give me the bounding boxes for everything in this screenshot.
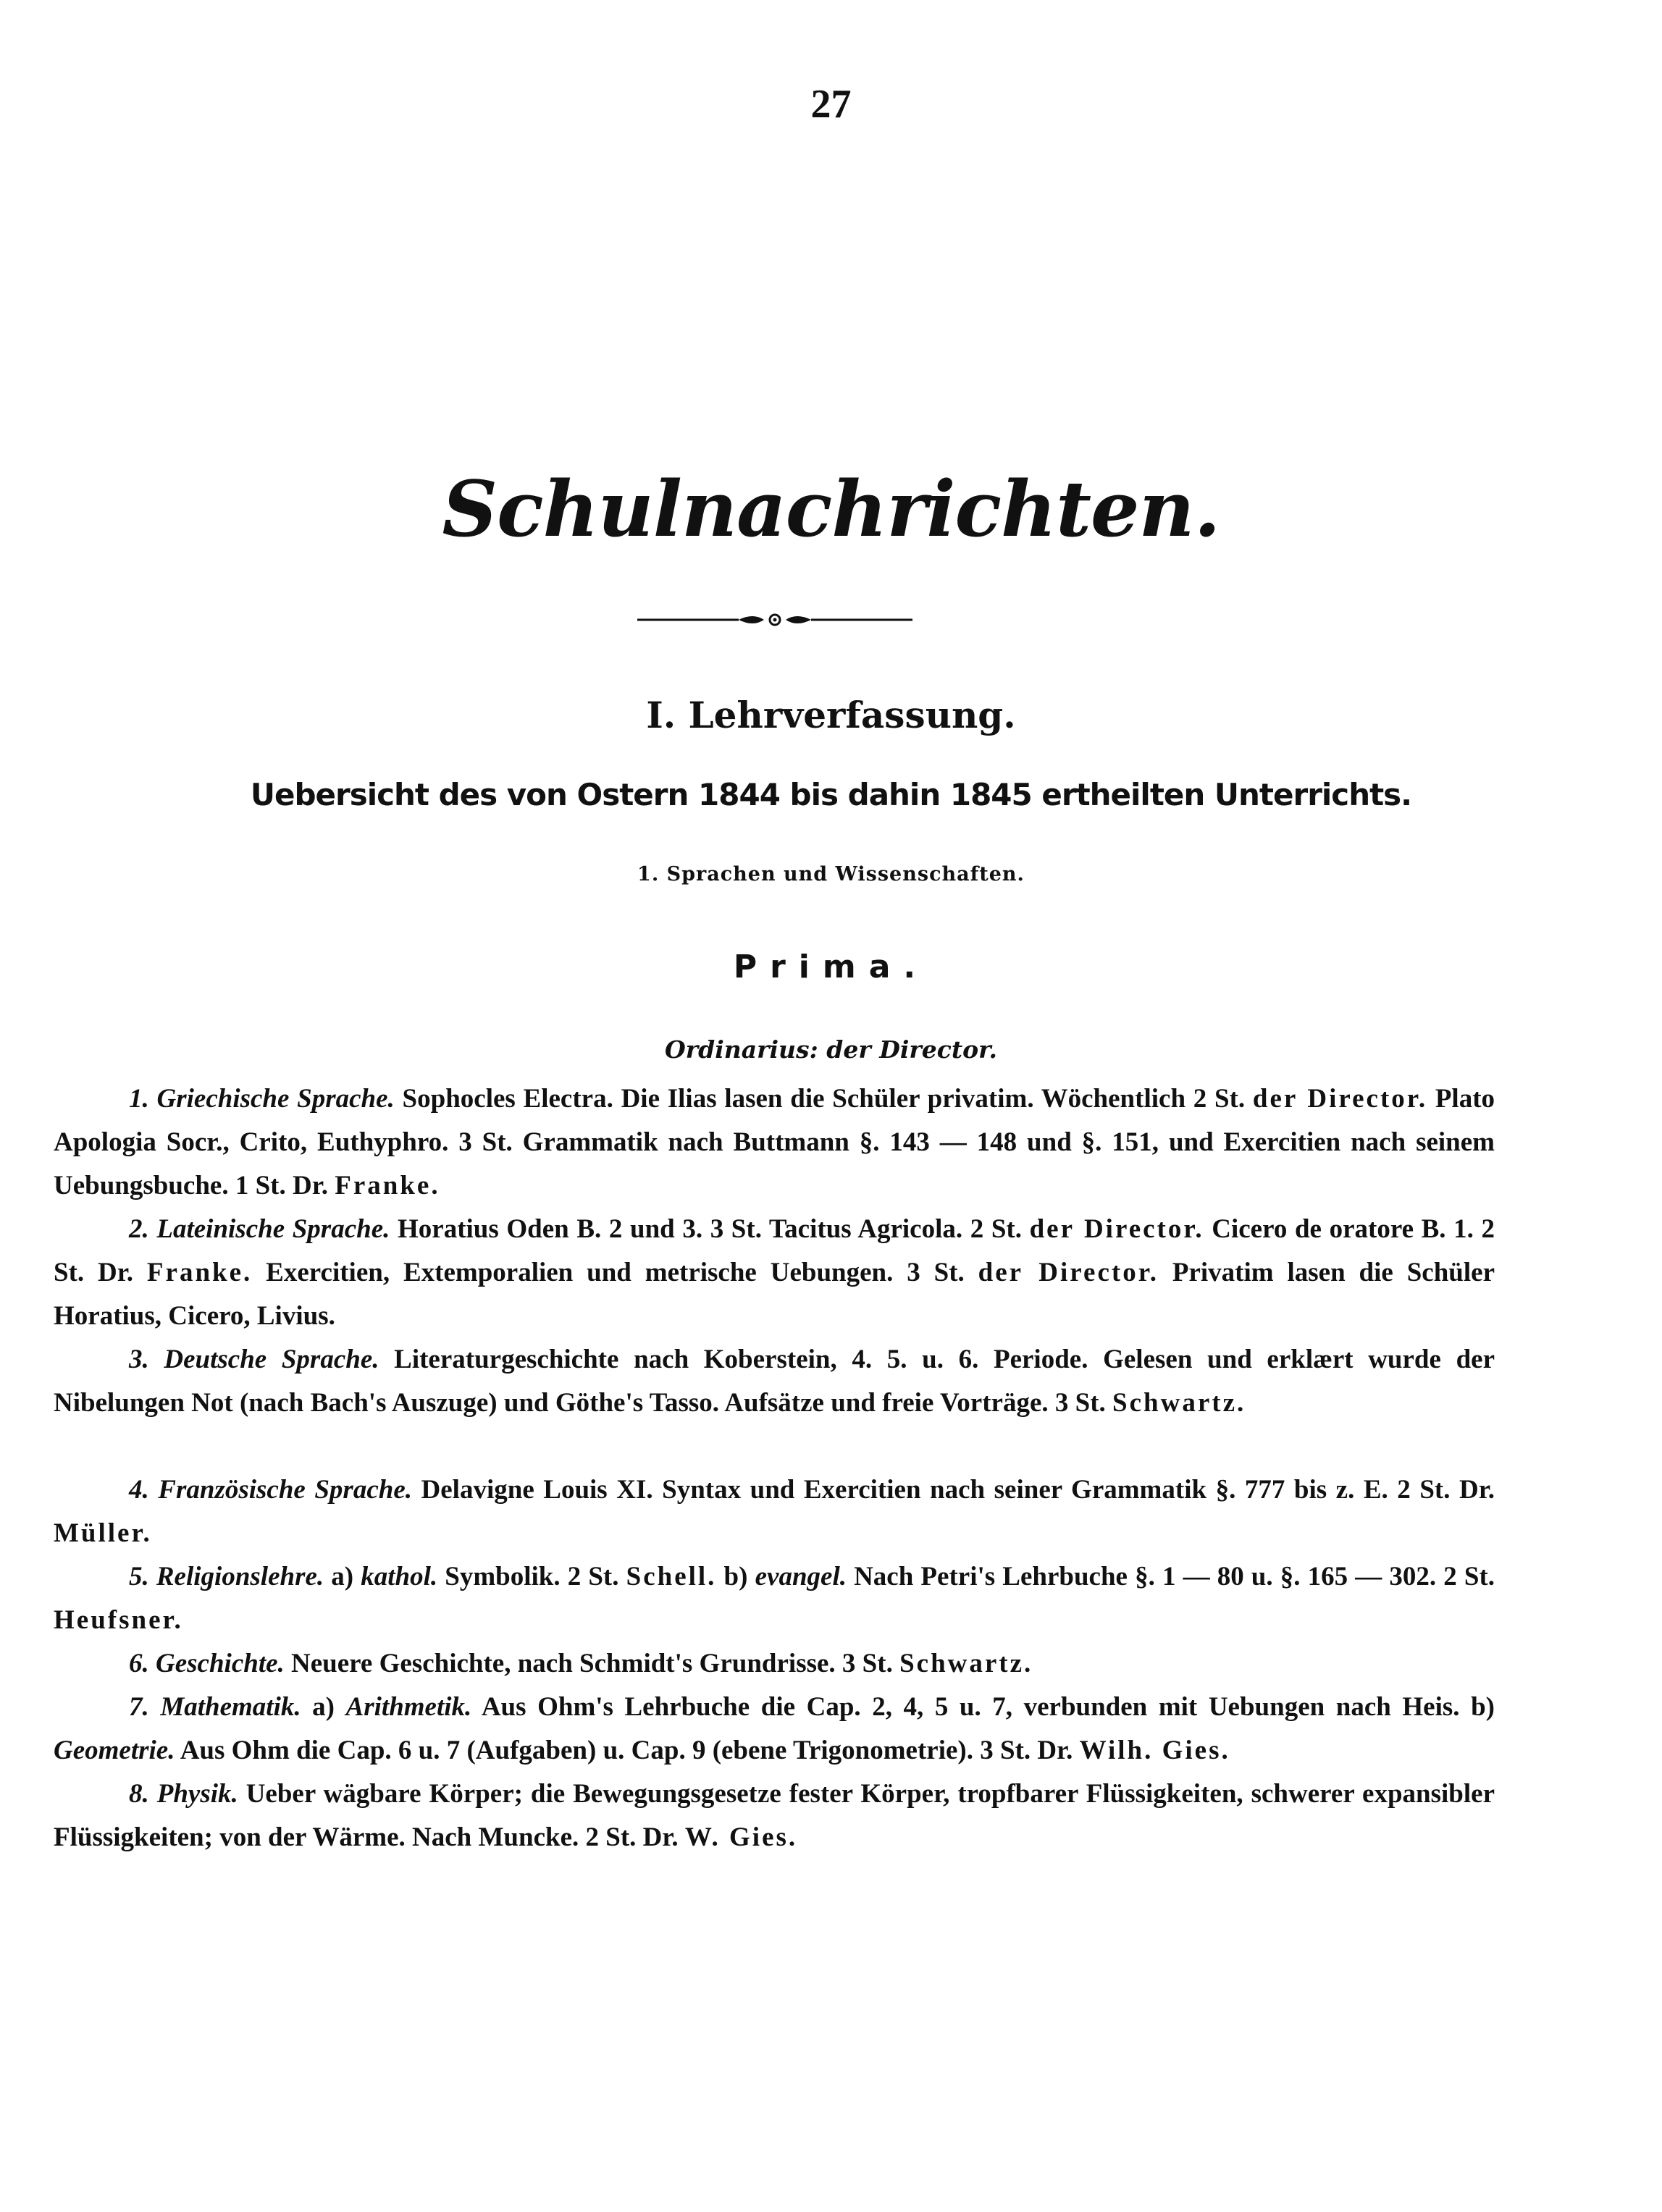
teacher-name: Schwartz. [899, 1649, 1033, 1678]
ordinarius-line: Ordinarius: der Director. [665, 1035, 997, 1064]
class-heading: Prima. [733, 949, 929, 985]
subject-subtopic: Geometrie. [54, 1736, 175, 1765]
subject-paragraph-greek [54, 1077, 1495, 1208]
subject-subtopic: kathol. [361, 1562, 438, 1591]
subject-text: Ueber wägbare Körper; die Bewegungsgesetze fester Körper, tropfbarer Flüssigkeiten, schwerer expansibler Flüssigkeiten; von der Wärme. Nach Muncke. 2 St. Dr. [54, 1779, 1495, 1852]
subject-subtopic: Arithmetik. [345, 1692, 472, 1722]
subject-number: 4. [129, 1475, 149, 1505]
subject-text: Aus Ohm die Cap. 6 u. 7 (Aufgaben) u. Cap. 9 (ebene Trigonometrie). 3 St. Dr. [175, 1736, 1080, 1765]
subject-text: Nach Petri's Lehrbuche §. 1 — 80 u. §. 165 — 302. 2 St. [846, 1562, 1495, 1591]
section-heading: I. Lehrverfassung. [646, 694, 1016, 736]
subject-number: 8. [129, 1779, 149, 1809]
subject-text: Sophocles Electra. Die Ilias lasen die Schüler privatim. Wöchentlich 2 St. [394, 1084, 1253, 1114]
subject-text: Delavigne Louis XI. Syntax und Exercitien nach seiner Grammatik §. 777 bis z. E. 2 St. Dr. [412, 1475, 1495, 1505]
page-number: 27 [810, 82, 852, 127]
subject-name: Französische Sprache. [158, 1475, 413, 1505]
teacher-name: Schell. [626, 1562, 717, 1591]
subject-paragraph-french [54, 1468, 1495, 1555]
teacher-name: Heufsner. [54, 1605, 183, 1635]
overview-heading: Uebersicht des von Ostern 1844 bis dahin 1845 ertheilten Unterrichts. [250, 777, 1412, 812]
subject-paragraph-mathematics [54, 1686, 1495, 1772]
subject-name: Griechische Sprache. [156, 1084, 395, 1114]
subject-number: 5. [129, 1562, 149, 1591]
teacher-name: der Director. [1252, 1084, 1428, 1114]
subject-subtopic: evangel. [755, 1562, 847, 1591]
teacher-name: Franke. [335, 1171, 440, 1200]
subsection-heading: 1. Sprachen und Wissenschaften. [637, 863, 1025, 886]
subject-number: 6. [129, 1649, 149, 1678]
subject-paragraph-physics [54, 1772, 1495, 1859]
subject-name: Mathematik. [160, 1692, 301, 1722]
subject-name: Religionslehre. [156, 1562, 324, 1591]
teacher-name: Wilh. Gies. [1079, 1736, 1230, 1765]
subject-paragraph-latin [54, 1208, 1495, 1338]
subject-text: Neuere Geschichte, nach Schmidt's Grundrisse. 3 St. [284, 1649, 900, 1678]
teacher-name: Franke. [146, 1258, 253, 1287]
subject-text: a) [301, 1692, 346, 1722]
page-title: Schulnachrichten. [442, 463, 1220, 554]
ornament-divider [637, 611, 912, 628]
subject-number: 1. [129, 1084, 149, 1114]
subject-paragraph-religion [54, 1555, 1495, 1642]
subject-text: Horatius Oden B. 2 und 3. 3 St. Tacitus Agricola. 2 St. [390, 1214, 1030, 1244]
teacher-name: der Director. [978, 1258, 1159, 1287]
subject-number: 2. [129, 1214, 149, 1244]
subject-text: Plato Apologia Socr., Crito, Euthyphro. 3 St. Grammatik nach Buttmann §. 143 — 148 und §. 151, und Exercitien nach seinem Uebungsbuche. 1 St. Dr. [54, 1084, 1495, 1200]
subject-number: 7. [129, 1692, 149, 1722]
subject-name: Lateinische Sprache. [156, 1214, 390, 1244]
subject-text: Aus Ohm's Lehrbuche die Cap. 2, 4, 5 u. 7, verbunden mit Uebungen nach Heis. b) [471, 1692, 1495, 1722]
subject-text: Exercitien, Extemporalien und metrische Uebungen. 3 St. [252, 1258, 978, 1287]
subject-paragraph-history [54, 1642, 1495, 1686]
teacher-name: Schwartz. [1112, 1388, 1246, 1418]
subject-text: a) [324, 1562, 361, 1591]
subject-name: Physik. [156, 1779, 238, 1809]
subject-paragraph-german [54, 1338, 1495, 1425]
subject-text: Literaturgeschichte nach Koberstein, 4. 5. u. 6. Periode. Gelesen und erklært wurde der Nibelungen Not (nach Bach's Auszuge) und Göthe's Tasso. Aufsätze und freie Vorträge. 3 St. [54, 1345, 1495, 1418]
teacher-name: W. Gies. [684, 1822, 798, 1852]
subject-text: Cicero de oratore B. 1. 2 St. Dr. [54, 1214, 1495, 1287]
subject-text: Privatim lasen die Schüler Horatius, Cicero, Livius. [54, 1258, 1495, 1331]
teacher-name: Müller. [54, 1518, 152, 1548]
subject-text: b) [716, 1562, 755, 1591]
subject-name: Geschichte. [156, 1649, 285, 1678]
subject-number: 3. [129, 1345, 149, 1374]
subject-name: Deutsche Sprache. [164, 1345, 379, 1374]
subject-text: Symbolik. 2 St. [437, 1562, 626, 1591]
teacher-name: der Director. [1029, 1214, 1204, 1244]
